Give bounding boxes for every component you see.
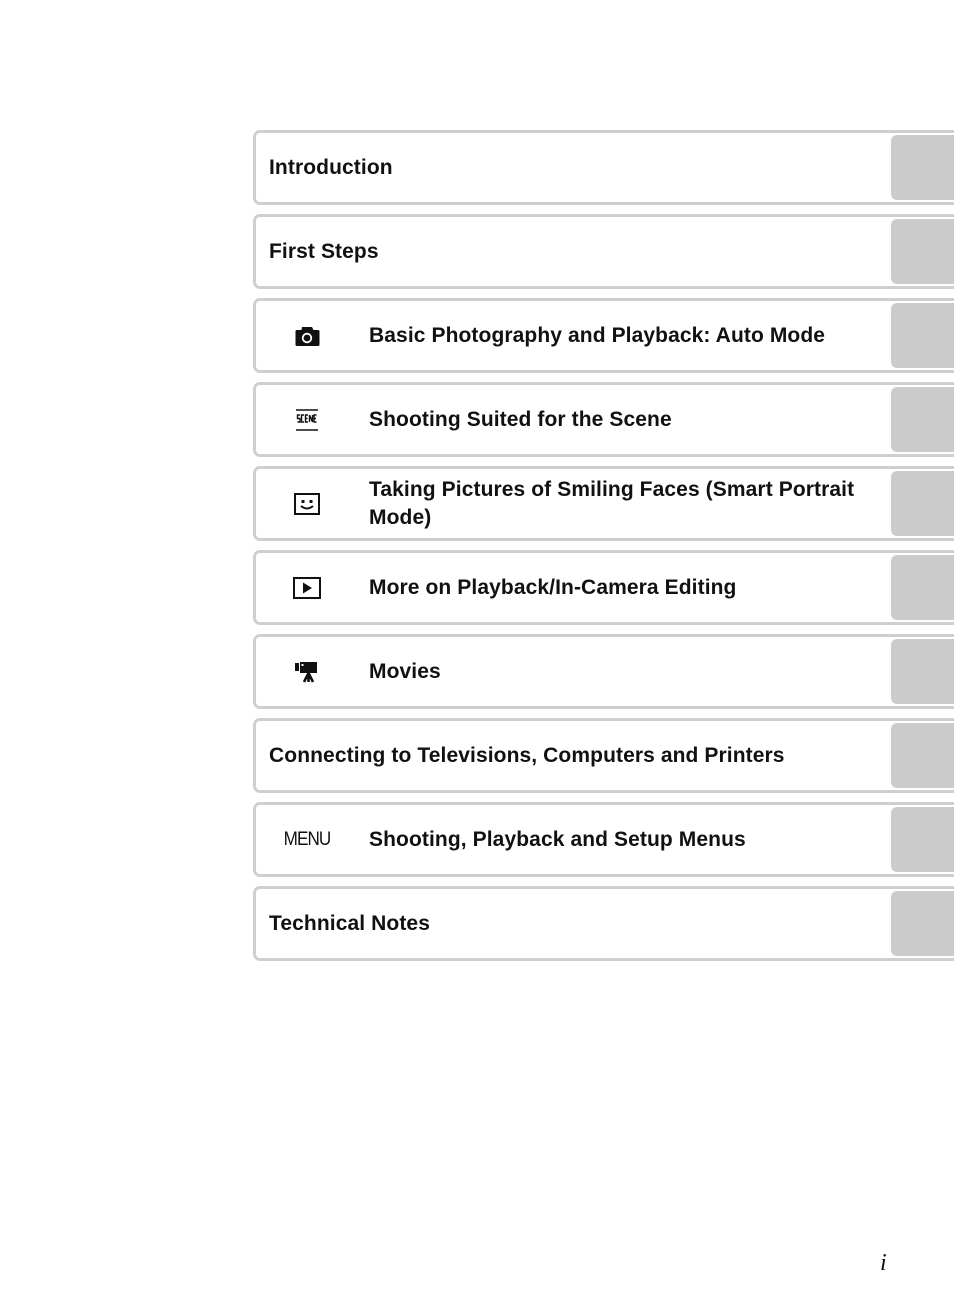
toc-item-playback[interactable] — [253, 550, 954, 625]
toc-item-introduction[interactable] — [253, 130, 954, 205]
section-tab — [891, 303, 954, 368]
section-tab — [891, 807, 954, 872]
toc-item-movies[interactable] — [253, 634, 954, 709]
toc-item-scene[interactable] — [253, 382, 954, 457]
toc-item-label: First Steps — [269, 239, 379, 263]
smile-face-icon — [289, 489, 325, 519]
toc-item-label: Introduction — [269, 155, 393, 179]
toc-item-smart-portrait[interactable] — [253, 466, 954, 541]
toc-item-basic-photography[interactable] — [253, 298, 954, 373]
section-tab — [891, 387, 954, 452]
section-tab — [891, 135, 954, 200]
toc-item-label: Basic Photography and Playback: Auto Mode — [369, 323, 826, 347]
section-tab — [891, 891, 954, 956]
scene-icon — [289, 405, 325, 435]
section-tab — [891, 723, 954, 788]
playback-icon — [289, 573, 325, 603]
menu-icon — [283, 825, 331, 855]
section-tab — [891, 555, 954, 620]
camera-icon — [289, 321, 325, 351]
toc-item-connecting[interactable] — [253, 718, 954, 793]
toc-item-label: Connecting to Televisions, Computers and Printers — [269, 743, 785, 767]
toc-item-label: Movies — [369, 659, 441, 683]
toc-item-label: Shooting Suited for the Scene — [369, 407, 672, 431]
menu-icon-text: MENU — [283, 828, 331, 850]
movie-camera-icon — [289, 657, 325, 687]
section-tab — [891, 219, 954, 284]
toc-item-label: Taking Pictures of Smiling Faces (Smart Portrait Mode) — [369, 477, 855, 529]
section-tab — [891, 471, 954, 536]
page-number: i — [880, 1250, 887, 1276]
section-tab — [891, 639, 954, 704]
table-of-contents — [253, 130, 954, 970]
toc-item-first-steps[interactable] — [253, 214, 954, 289]
toc-item-label: Technical Notes — [269, 911, 430, 935]
toc-item-technical-notes[interactable] — [253, 886, 954, 961]
toc-item-menus[interactable] — [253, 802, 954, 877]
toc-item-label: More on Playback/In-Camera Editing — [369, 575, 737, 599]
toc-item-label: Shooting, Playback and Setup Menus — [369, 827, 746, 851]
